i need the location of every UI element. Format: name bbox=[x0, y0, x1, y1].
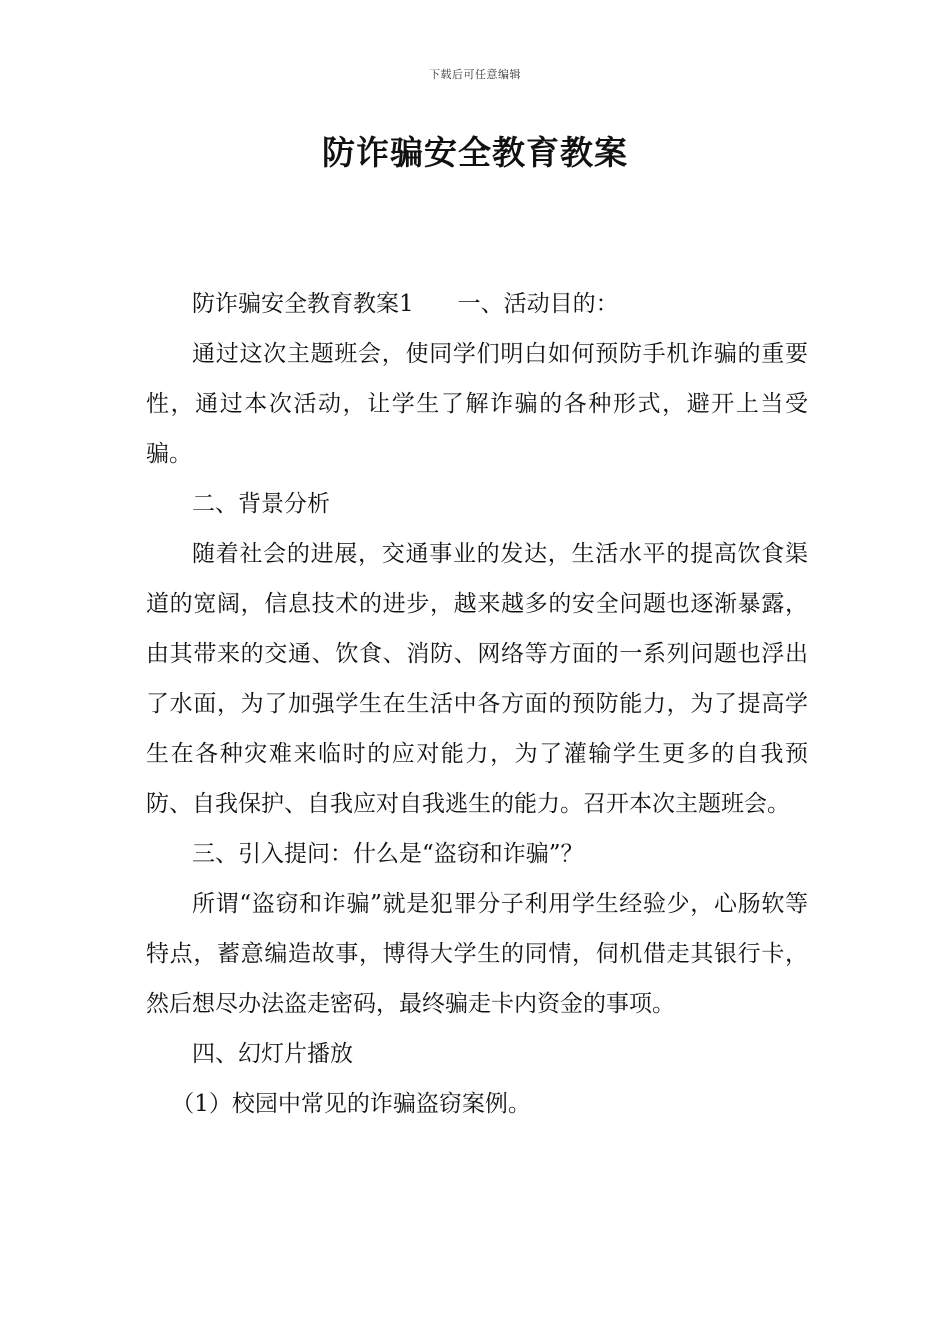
section-heading-slides: 四、幻灯片播放 bbox=[192, 1041, 353, 1067]
section-heading-background: 二、背景分析 bbox=[192, 491, 330, 517]
paragraph-definition: 所谓“盗窃和诈骗”就是犯罪分子利用学生经验少，心肠软等特点，蓄意编造故事，博得大学生的同情，伺机借走其银行卡，然后想尽办法盗走密码，最终骗走卡内资金的事项。 bbox=[146, 891, 808, 1017]
lesson-plan-label: 防诈骗安全教育教案1 bbox=[192, 291, 414, 317]
paragraph-heading-1 bbox=[146, 279, 808, 329]
section-heading-question: 三、引入提问：什么是“盗窃和诈骗”？ bbox=[192, 841, 584, 867]
paragraph-background: 随着社会的进展，交通事业的发达，生活水平的提高饮食渠道的宽阔，信息技术的进步，越来越多的安全问题也逐渐暴露，由其带来的交通、饮食、消防、网络等方面的一系列问题也浮出了水面，为了加强学生在生活中各方面的预防能力，为了提高学生在各种灾难来临时的应对能力，为了灌输学生更多的自我预防、自我保护、自我应对自我逃生的能力。召开本次主题班会。 bbox=[146, 541, 808, 817]
section-heading-purpose: 一、活动目的： bbox=[457, 291, 619, 317]
paragraph-purpose: 通过这次主题班会，使同学们明白如何预防手机诈骗的重要性，通过本次活动，让学生了解诈骗的各种形式，避开上当受骗。 bbox=[146, 341, 808, 467]
header-note: 下载后可任意编辑 bbox=[429, 68, 521, 81]
document-body bbox=[146, 279, 808, 1129]
document-title: 防诈骗安全教育教案 bbox=[322, 133, 628, 172]
list-item-case-examples: （1）校园中常见的诈骗盗窃案例。 bbox=[171, 1091, 531, 1117]
